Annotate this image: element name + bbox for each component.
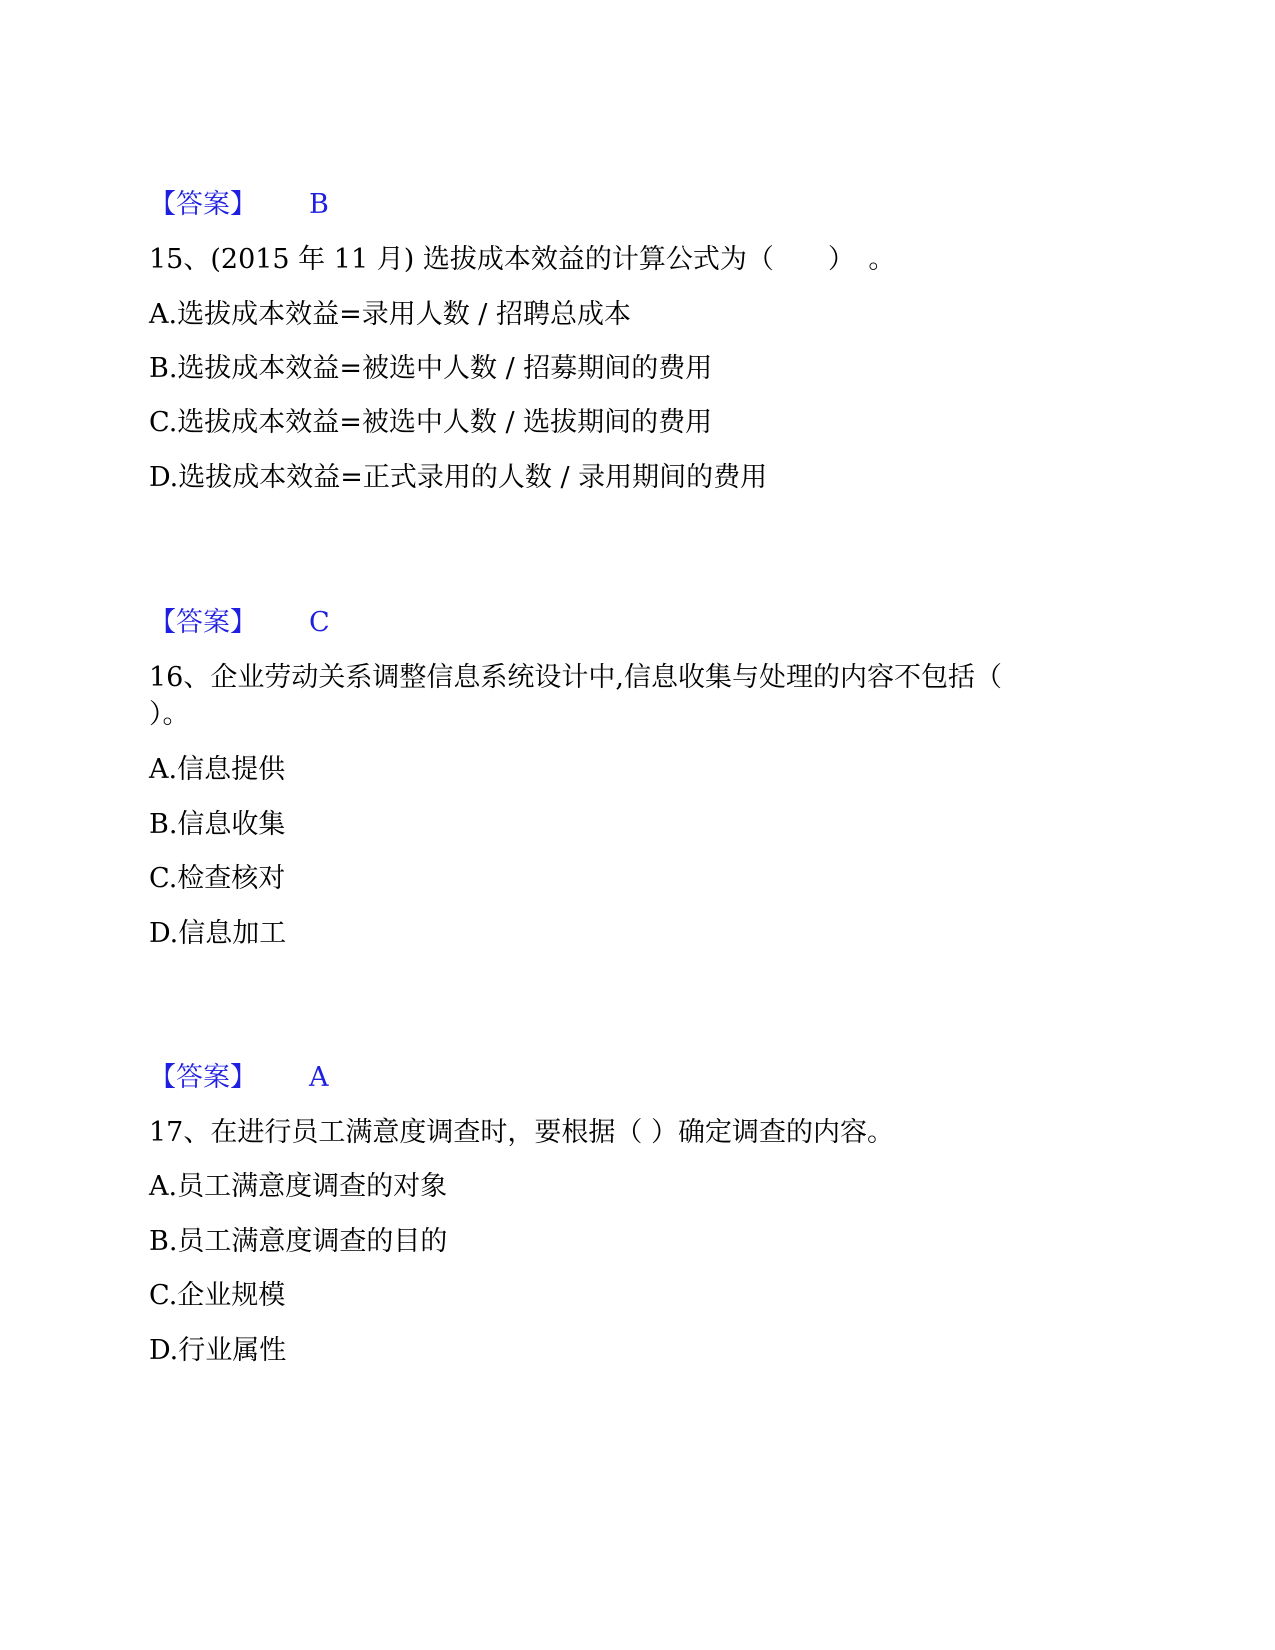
option-17-b: B.员工满意度调查的目的 [149,1226,448,1257]
answer-line-3 [149,1061,329,1095]
answer-label: 【答案】 [149,189,257,220]
answer-line-1 [149,188,329,222]
answer-value: A [309,1062,329,1093]
question-16-cont: ）。 [149,699,190,730]
option-17-d: D.行业属性 [149,1335,287,1366]
answer-value: C [309,607,330,638]
answer-value: B [309,189,329,220]
option-16-b: B.信息收集 [149,809,286,840]
question-16: 16、企业劳动关系调整信息系统设计中,信息收集与处理的内容不包括（ [149,662,1002,693]
option-16-d: D.信息加工 [149,918,287,949]
answer-label: 【答案】 [149,1062,257,1093]
option-15-a: A.选拔成本效益=录用人数 / 招聘总成本 [149,299,631,330]
option-16-c: C.检查核对 [149,863,286,894]
option-17-a: A.员工满意度调查的对象 [149,1171,448,1202]
answer-line-2 [149,606,330,640]
question-17: 17、在进行员工满意度调查时，要根据（ ）确定调查的内容。 [149,1117,894,1148]
option-17-c: C.企业规模 [149,1280,286,1311]
question-15: 15、(2015 年 11 月) 选拔成本效益的计算公式为（ ） 。 [149,244,896,275]
answer-label: 【答案】 [149,607,257,638]
option-15-b: B.选拔成本效益=被选中人数 / 招募期间的费用 [149,353,713,384]
option-16-a: A.信息提供 [149,754,286,785]
option-15-d: D.选拔成本效益=正式录用的人数 / 录用期间的费用 [149,462,768,493]
option-15-c: C.选拔成本效益=被选中人数 / 选拔期间的费用 [149,407,713,438]
